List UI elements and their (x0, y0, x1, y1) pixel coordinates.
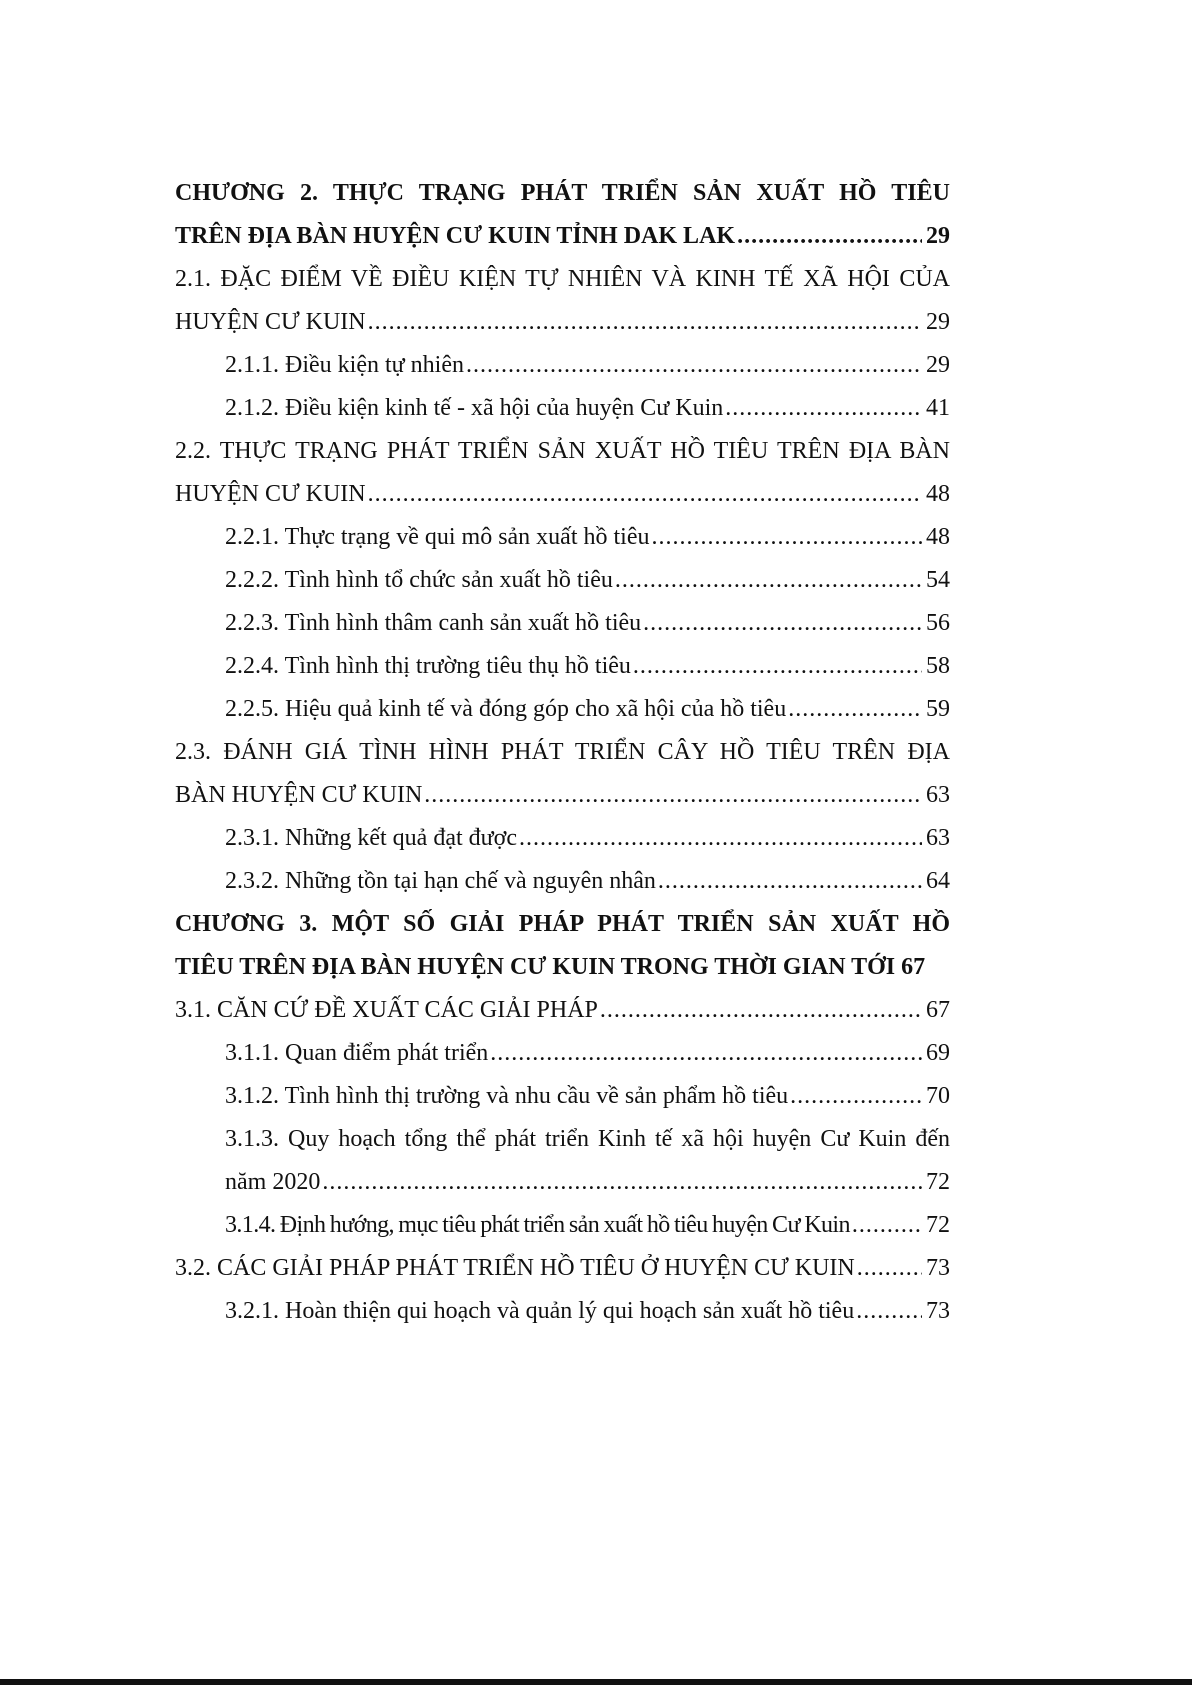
toc-page-number: 63 (926, 825, 950, 851)
dot-leader (788, 688, 922, 731)
toc-entry-title: TRÊN ĐỊA BÀN HUYỆN CƯ KUIN TỈNH DAK LAK (175, 223, 736, 249)
bottom-border (0, 1679, 1192, 1685)
dot-leader (652, 516, 923, 559)
dot-leader (600, 989, 922, 1032)
toc-entry-3-1-2[interactable] (175, 1075, 950, 1118)
dot-leader (856, 1290, 922, 1333)
toc-entry-3-1-4[interactable] (175, 1204, 950, 1247)
toc-page-number: 67 (901, 954, 926, 980)
toc-entry-3-1[interactable] (175, 989, 950, 1032)
toc-entry-title: 3.1.2. Tình hình thị trường và nhu cầu về sản phẩm hồ tiêu (225, 1083, 789, 1109)
toc-entry-title: 3.1.1. Quan điểm phát triển (225, 1040, 489, 1066)
toc-page-number: 29 (926, 352, 950, 378)
dot-leader (490, 1032, 922, 1075)
toc-entry-lead: 2.2. THỰC TRẠNG PHÁT TRIỂN SẢN XUẤT HỒ TIÊU TRÊN ĐỊA BÀN (175, 438, 950, 464)
toc-entry-title: 3.1. CĂN CỨ ĐỀ XUẤT CÁC GIẢI PHÁP (175, 997, 598, 1023)
toc-page-number: 64 (926, 868, 950, 894)
toc-entry-title: 2.2.1. Thực trạng về qui mô sản xuất hồ tiêu (225, 524, 650, 550)
toc-page-number: 41 (926, 395, 950, 421)
dot-leader (658, 860, 922, 903)
dot-leader (643, 602, 922, 645)
toc-entry-title: 3.2.1. Hoàn thiện qui hoạch và quản lý qui hoạch sản xuất hồ tiêu (225, 1298, 855, 1324)
toc-page-number: 72 (926, 1169, 950, 1195)
toc-entry-title: BÀN HUYỆN CƯ KUIN (175, 782, 423, 808)
toc-entry-3-2[interactable] (175, 1247, 950, 1290)
toc-entry-lead: CHƯƠNG 3. MỘT SỐ GIẢI PHÁP PHÁT TRIỂN SẢN XUẤT HỒ (175, 911, 950, 937)
toc-page-number: 54 (926, 567, 950, 593)
dot-leader (424, 774, 922, 817)
dot-leader (615, 559, 922, 602)
dot-leader (466, 344, 922, 387)
toc-page-number: 72 (926, 1212, 950, 1238)
toc-entry-2-3-2[interactable] (175, 860, 950, 903)
dot-leader (857, 1247, 922, 1290)
toc-entry-title: 2.2.5. Hiệu quả kinh tế và đóng góp cho xã hội của hồ tiêu (225, 696, 787, 722)
dot-leader (322, 1161, 922, 1204)
toc-entry-title: 2.3.1. Những kết quả đạt được (225, 825, 517, 851)
toc-page-number: 56 (926, 610, 950, 636)
dot-leader (368, 301, 922, 344)
toc-entry-2-3[interactable] (175, 731, 950, 817)
toc-page-number: 59 (926, 696, 950, 722)
table-of-contents (175, 172, 950, 1333)
dot-leader (633, 645, 922, 688)
toc-entry-title: 2.1.1. Điều kiện tự nhiên (225, 352, 464, 378)
toc-page-number: 58 (926, 653, 950, 679)
dot-leader (519, 817, 922, 860)
toc-entry-3-2-1[interactable] (175, 1290, 950, 1333)
toc-entry-chapter-2[interactable] (175, 172, 950, 258)
toc-entry-2-2-5[interactable] (175, 688, 950, 731)
toc-entry-title: 2.2.4. Tình hình thị trường tiêu thụ hồ tiêu (225, 653, 631, 679)
toc-entry-3-1-1[interactable] (175, 1032, 950, 1075)
toc-entry-title: 2.2.3. Tình hình thâm canh sản xuất hồ tiêu (225, 610, 642, 636)
toc-entry-2-3-1[interactable] (175, 817, 950, 860)
toc-entry-3-1-3[interactable] (175, 1118, 950, 1204)
toc-page-number: 67 (926, 997, 950, 1023)
toc-entry-lead: CHƯƠNG 2. THỰC TRẠNG PHÁT TRIỂN SẢN XUẤT HỒ TIÊU (175, 180, 950, 206)
toc-entry-2-2-3[interactable] (175, 602, 950, 645)
dot-leader (737, 215, 922, 258)
toc-entry-2-2-1[interactable] (175, 516, 950, 559)
toc-page-number: 63 (926, 782, 950, 808)
toc-page-number: 29 (926, 309, 950, 335)
toc-page-number: 70 (926, 1083, 950, 1109)
dot-leader (790, 1075, 922, 1118)
toc-page-number: 69 (926, 1040, 950, 1066)
dot-leader (852, 1204, 922, 1247)
toc-entry-lead: 2.3. ĐÁNH GIÁ TÌNH HÌNH PHÁT TRIỂN CÂY HỒ TIÊU TRÊN ĐỊA (175, 739, 950, 765)
toc-entry-title: TIÊU TRÊN ĐỊA BÀN HUYỆN CƯ KUIN TRONG THỜI GIAN TỚI (175, 954, 896, 980)
toc-page-number: 73 (926, 1255, 950, 1281)
toc-page-number: 73 (926, 1298, 950, 1324)
toc-entry-title: 2.1.2. Điều kiện kinh tế - xã hội của huyện Cư Kuin (225, 395, 724, 421)
toc-entry-lead: 3.1.3. Quy hoạch tổng thể phát triển Kinh tế xã hội huyện Cư Kuin đến (225, 1126, 950, 1152)
toc-entry-title: 3.1.4. Định hướng, mục tiêu phát triển sản xuất hồ tiêu huyện Cư Kuin (225, 1212, 850, 1238)
dot-leader (725, 387, 922, 430)
toc-entry-title: HUYỆN CƯ KUIN (175, 481, 366, 507)
toc-entry-2-2[interactable] (175, 430, 950, 516)
toc-entry-title: 3.2. CÁC GIẢI PHÁP PHÁT TRIỂN HỒ TIÊU Ở HUYỆN CƯ KUIN (175, 1255, 855, 1281)
toc-entry-2-1-2[interactable] (175, 387, 950, 430)
toc-entry-chapter-3[interactable] (175, 903, 950, 989)
toc-entry-lead: 2.1. ĐẶC ĐIỂM VỀ ĐIỀU KIỆN TỰ NHIÊN VÀ KINH TẾ XÃ HỘI CỦA (175, 266, 950, 292)
toc-entry-2-2-2[interactable] (175, 559, 950, 602)
toc-page-number: 29 (926, 223, 950, 249)
toc-entry-2-1-1[interactable] (175, 344, 950, 387)
toc-entry-2-2-4[interactable] (175, 645, 950, 688)
toc-entry-2-1[interactable] (175, 258, 950, 344)
toc-entry-title: 2.2.2. Tình hình tổ chức sản xuất hồ tiêu (225, 567, 613, 593)
toc-page-number: 48 (926, 481, 950, 507)
toc-page-number: 48 (926, 524, 950, 550)
toc-entry-title: 2.3.2. Những tồn tại hạn chế và nguyên nhân (225, 868, 656, 894)
toc-entry-title: năm 2020 (225, 1169, 321, 1195)
toc-entry-title: HUYỆN CƯ KUIN (175, 309, 366, 335)
dot-leader (368, 473, 922, 516)
